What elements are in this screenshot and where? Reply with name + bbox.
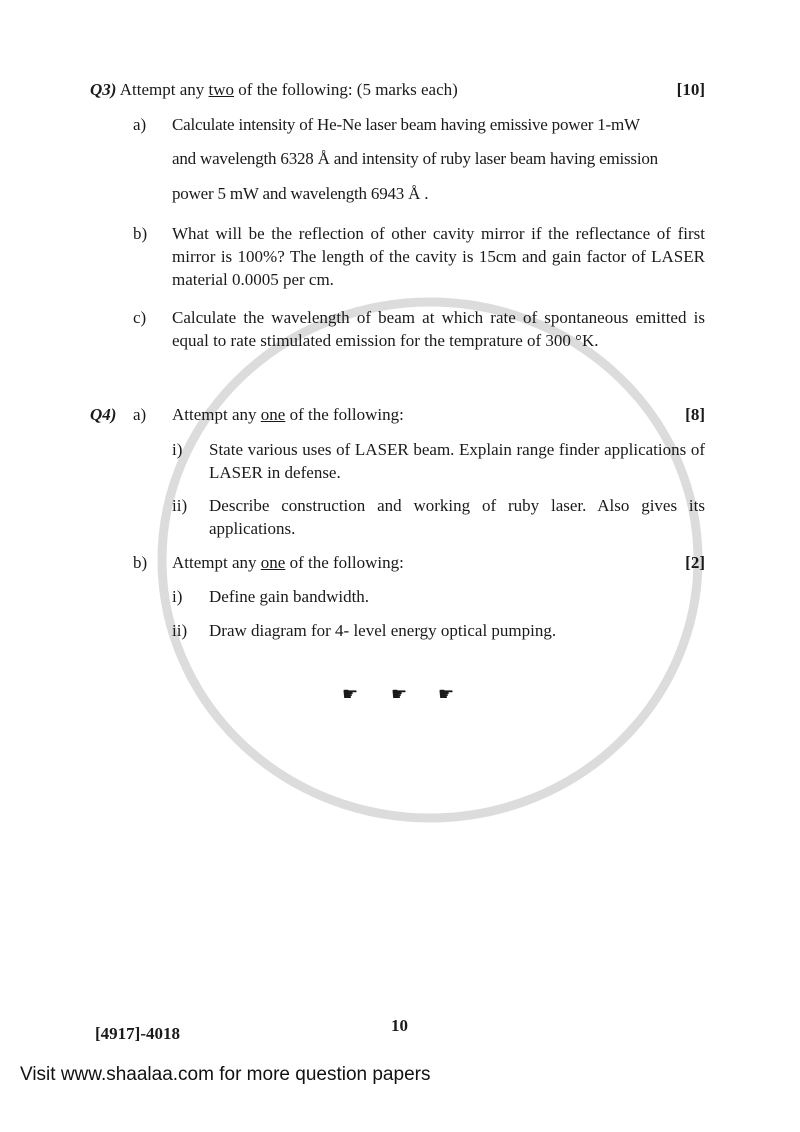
q3b-letter: b) <box>133 224 148 243</box>
q3a-line2: and wavelength 6328 Å and intensity of ruby laser beam having emission <box>172 149 658 168</box>
q3c-letter: c) <box>133 308 147 327</box>
q4a-marks: [8] <box>685 405 705 424</box>
q4b-i-text: Define gain bandwidth. <box>209 587 370 606</box>
q4b-heading: Attempt any one of the following: <box>172 553 404 572</box>
page-number: 10 <box>391 1016 408 1035</box>
q3a-line1: Calculate intensity of He-Ne laser beam having emissive power 1-mW <box>172 115 640 134</box>
q4b-letter: b) <box>133 553 148 572</box>
pointing-hand-icon: ☛ <box>391 684 408 704</box>
pointing-hand-icon: ☛ <box>438 684 455 704</box>
q3-marks: [10] <box>676 80 705 99</box>
q4a-i-text: State various uses of LASER beam. Explain range finder applications of LASER in defense. <box>209 440 705 482</box>
q3-heading: Q3) Attempt any two of the following: (5 marks each) <box>90 80 458 99</box>
q4a-heading: Attempt any one of the following: <box>172 405 404 424</box>
site-footer-link[interactable]: Visit www.shaalaa.com for more question papers <box>20 1064 431 1085</box>
q4b-i-num: i) <box>172 587 183 606</box>
paper-code: [4917]-4018 <box>95 1024 180 1043</box>
q4a-letter: a) <box>133 405 147 424</box>
q3a-letter: a) <box>133 115 147 134</box>
q4b-ii-num: ii) <box>172 621 188 640</box>
q3a-line3: power 5 mW and wavelength 6943 Å . <box>172 184 429 203</box>
q4a-ii-num: ii) <box>172 496 188 515</box>
q4b-ii-text: Draw diagram for 4- level energy optical pumping. <box>209 621 557 640</box>
q4-label: Q4) <box>90 405 117 424</box>
q3b-text: What will be the reflection of other cavity mirror if the reflectance of first mirror is 100%? The length of the cavity is 15cm and gain factor of LASER material 0.0005 per cm. <box>172 224 705 289</box>
pointing-hand-icon: ☛ <box>342 684 359 704</box>
q4a-i-num: i) <box>172 440 183 459</box>
q3-label: Q3) <box>90 80 117 99</box>
q4b-marks: [2] <box>685 553 705 572</box>
q3c-text: Calculate the wavelength of beam at which rate of spontaneous emitted is equal to rate stimulated emission for the temprature of 300 °K. <box>172 308 705 350</box>
q4a-ii-text: Describe construction and working of ruby laser. Also gives its applications. <box>209 496 705 538</box>
